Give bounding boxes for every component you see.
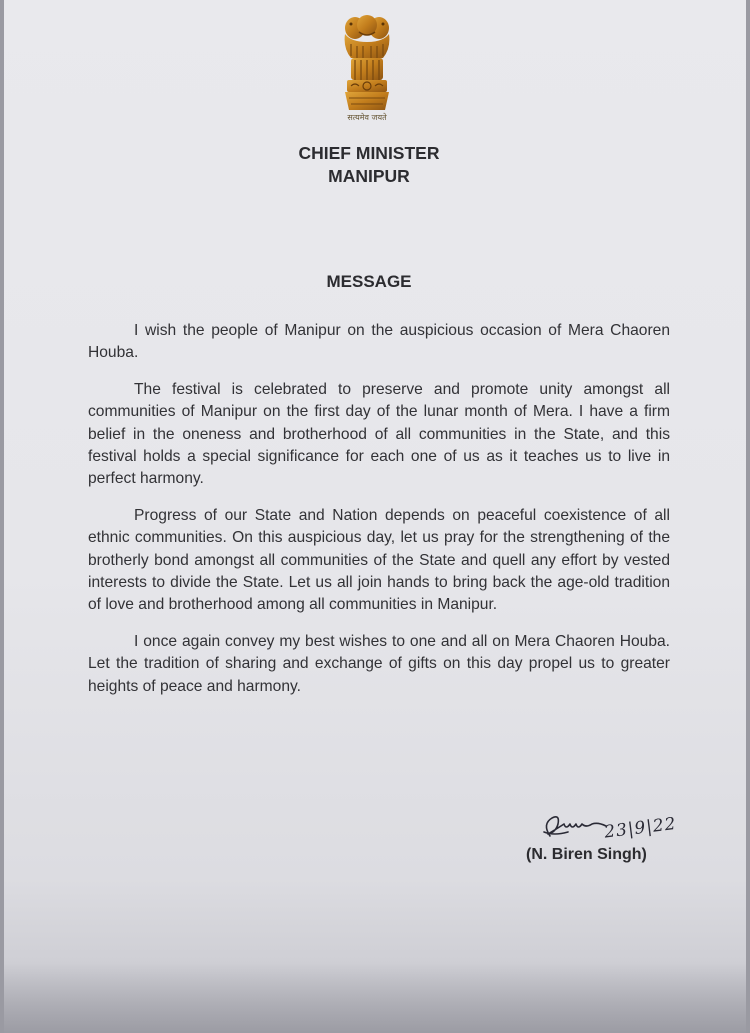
letterhead-designation: [234, 142, 504, 188]
message-paragraph: I once again convey my best wishes to one and all on Mera Chaoren Houba. Let the tradition of sharing and exchange of gifts on this day propel us to greater heights of peace and harmony.: [88, 632, 670, 695]
message-paragraph: The festival is celebrated to preserve and promote unity amongst all communities of Manipur on the first day of the lunar month of Mera. I have a firm belief in the oneness and brotherhood of all communities in the State, and this festival holds a special significance for each one of us as it teaches us to live in perfect harmony.: [88, 380, 670, 488]
emblem-motto: सत्यमेव जयते: [347, 113, 387, 122]
message-heading: MESSAGE: [326, 272, 412, 291]
message-body: [88, 320, 670, 712]
message-paragraph: Progress of our State and Nation depends on peaceful coexistence of all ethnic communities. On this auspicious day, let us pray for the strengthening of the brotherly bond amongst all communities of the State and quell any effort by vested interests to divide the State. Let us all join hands to bring back the age-old tradition of love and brotherhood among all communities in Manipur.: [88, 506, 670, 614]
designation-title: CHIEF MINISTER: [298, 143, 440, 163]
designation-state: MANIPUR: [328, 166, 410, 186]
signature-date: 23|9|22: [603, 813, 678, 843]
letter-page: [4, 0, 746, 1033]
message-paragraph: I wish the people of Manipur on the auspicious occasion of Mera Chaoren Houba.: [88, 322, 670, 362]
signatory-name: (N. Biren Singh): [526, 846, 647, 863]
